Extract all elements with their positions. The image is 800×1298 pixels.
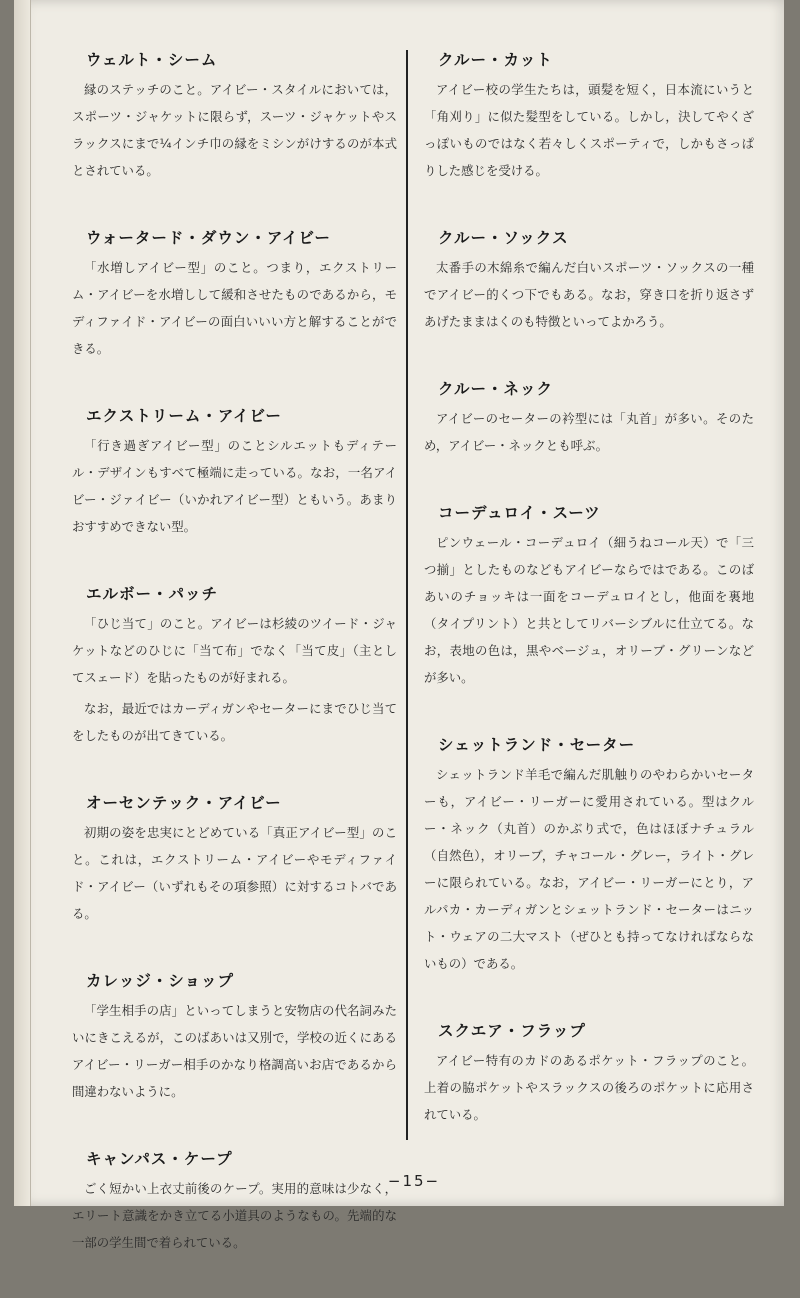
- glossary-entry: [424, 501, 754, 691]
- entry-text: ごく短かい上衣丈前後のケープ。実用的意味は少なく，エリート意識をかき立てる小道具のようなもの。先端的な一部の学生間で着られている。: [72, 1181, 397, 1250]
- entry-text: ピンウェール・コーデュロイ（細うねコール天）で「三つ揃」としたものなどもアイビーならではである。このばあいのチョッキは一面をコーデュロイとし，他面を裏地（タイプリント）と共としてリバーシブルに仕立てる。なお，表地の色は，黒やベージュ，オリーブ・グリーンなどが多い。: [424, 535, 754, 685]
- entry-text: アイビー特有のカドのあるポケット・フラップのこと。上着の脇ポケットやスラックスの後ろのポケットに応用されている。: [424, 1053, 754, 1122]
- entry-title: エクストリーム・アイビー: [86, 407, 282, 425]
- entry-text: なお，最近ではカーディガンやセーターにまでひじ当てをしたものが出てきている。: [72, 701, 397, 743]
- entry-title: クルー・ネック: [438, 380, 554, 398]
- glossary-entry: [424, 1019, 754, 1128]
- right-column: [424, 48, 754, 1170]
- entry-title: カレッジ・ショップ: [86, 972, 235, 990]
- entry-title: ウェルト・シーム: [86, 51, 218, 69]
- entry-text: アイビーのセーターの衿型には「丸首」が多い。そのため，アイビー・ネックとも呼ぶ。: [424, 411, 754, 453]
- glossary-entry: [72, 969, 397, 1105]
- entry-title: ウォータード・ダウン・アイビー: [86, 229, 331, 247]
- entry-title: キャンパス・ケープ: [86, 1150, 233, 1168]
- facing-page-edge: [14, 0, 31, 1206]
- left-column: [72, 48, 397, 1298]
- entry-text: 「ひじ当て」のこと。アイビーは杉綾のツイード・ジャケットなどのひじに「当て布」でなく「当て皮」（主としてスェード）を貼ったものが好まれる。: [72, 616, 397, 685]
- glossary-entry: [72, 791, 397, 927]
- entry-title: クルー・カット: [438, 51, 553, 69]
- page-number: −15−: [387, 1172, 441, 1190]
- glossary-entry: [72, 226, 397, 362]
- glossary-entry: [72, 48, 397, 184]
- glossary-entry: [72, 582, 397, 749]
- column-divider: [406, 50, 408, 1140]
- glossary-entry: [424, 377, 754, 459]
- entry-title: コーデュロイ・スーツ: [438, 504, 601, 522]
- entry-title: シェットランド・セーター: [438, 736, 636, 754]
- entry-text: 縁のステッチのこと。アイビー・スタイルにおいては，スポーツ・ジャケットに限らず，スーツ・ジャケットやスラックスにまで¼インチ巾の縁をミシンがけするのが本式とされている。: [72, 82, 397, 178]
- entry-text: 「水増しアイビー型」のこと。つまり，エクストリーム・アイビーを水増しして緩和させたものであるから，モディファイド・アイビーの面白いいい方と解することができる。: [72, 260, 397, 356]
- entry-text: シェットランド羊毛で編んだ肌触りのやわらかいセーターも，アイビー・リーガーに愛用されている。型はクルー・ネック（丸首）のかぶり式で，色はほぼナチュラル（自然色），オリーブ，チャコール・グレー，ライト・グレーに限られている。なお，アイビー・リーガーにとり，アルパカ・カーディガンとシェットランド・セーターはニット・ウェアの二大マスト（ぜひとも持ってなければならないもの）である。: [424, 767, 754, 971]
- book-page: [14, 0, 784, 1250]
- entry-title: オーセンテック・アイビー: [86, 794, 282, 812]
- glossary-entry: [424, 733, 754, 977]
- entry-text: アイビー校の学生たちは，頭髪を短く，日本流にいうと「角刈り」に似た髪型をしている。しかし，決してやくざっぽいものではなく若々しくスポーティで，しかもさっぱりした感じを受ける。: [424, 82, 754, 178]
- entry-text: 太番手の木綿糸で編んだ白いスポーツ・ソックスの一種でアイビー的くつ下でもある。なお，穿き口を折り返さずあげたままはくのも特徴といってよかろう。: [424, 260, 754, 329]
- glossary-entry: [72, 404, 397, 540]
- entry-title: エルボー・パッチ: [86, 585, 219, 603]
- entry-title: スクエア・フラップ: [438, 1022, 586, 1040]
- entry-text: 「行き過ぎアイビー型」のことシルエットもディテール・デザインもすべて極端に走っている。なお，一名アイビー・ジァイビー（いかれアイビー型）ともいう。あまりおすすめできない型。: [72, 438, 397, 534]
- glossary-entry: [424, 226, 754, 335]
- entry-title: クルー・ソックス: [438, 229, 569, 247]
- entry-text: 「学生相手の店」といってしまうと安物店の代名詞みたいにきこえるが，このばあいは又別で，学校の近くにあるアイビー・リーガー相手のかなり格調高いお店であるから間違わないように。: [72, 1003, 397, 1099]
- glossary-entry: [72, 1147, 397, 1256]
- glossary-entry: [424, 48, 754, 184]
- entry-text: 初期の姿を忠実にとどめている「真正アイビー型」のこと。これは，エクストリーム・アイビーやモディファイド・アイビー（いずれもその項参照）に対するコトバである。: [72, 825, 397, 921]
